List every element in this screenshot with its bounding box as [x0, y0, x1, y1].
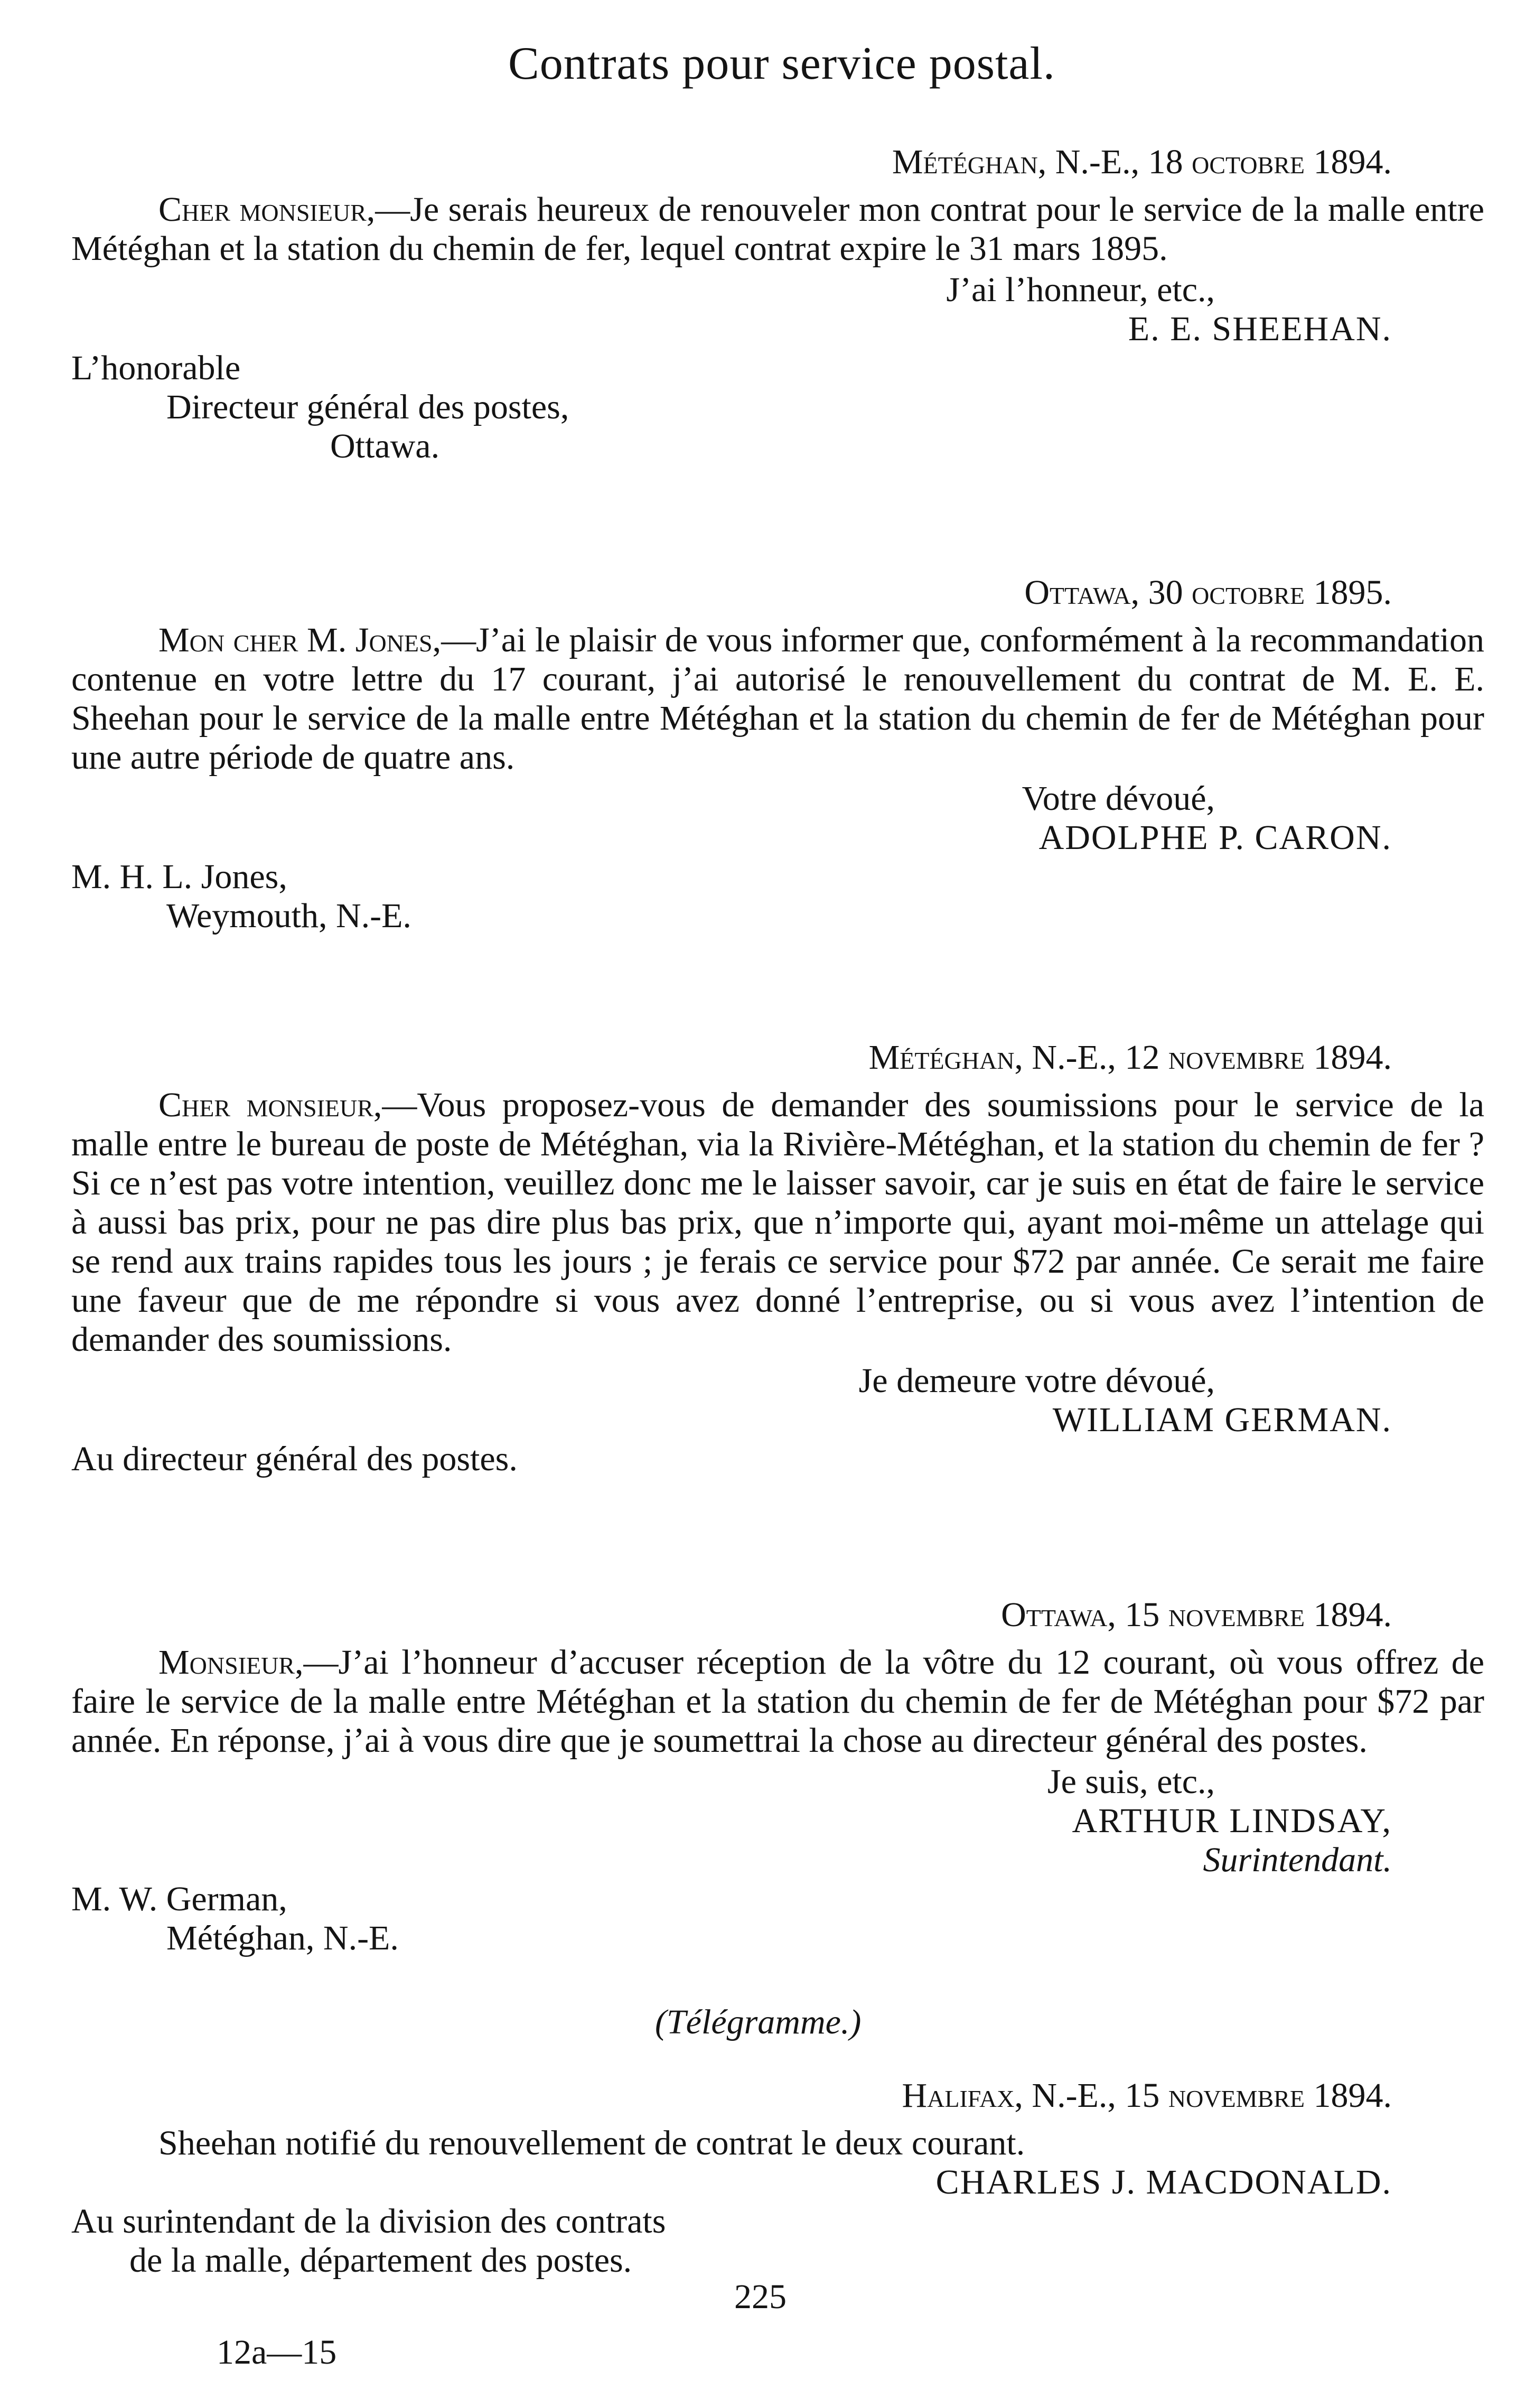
closing: Je suis, etc., — [1047, 1762, 1215, 1801]
address-line: L’honorable — [71, 349, 241, 387]
address-line: M. H. L. Jones, — [71, 857, 287, 896]
letter-1 — [71, 143, 1484, 466]
body-text: —J’ai l’honneur d’accuser réception de la vôtre du 12 courant, où vous offrez de faire le service de la malle entre Météghan et la station du chemin de fer de Météghan pour $72 par année. En réponse, j’ai à vous dire que je soumettrai la chose au directeur général des postes. — [71, 1643, 1484, 1760]
body-text: Sheehan notifié du renouvellement de contrat le deux courant. — [158, 2124, 1025, 2162]
address-line: Au surintendant de la division des contrats — [71, 2202, 666, 2241]
dateline: Météghan, N.-E., 18 octobre 1894. — [892, 143, 1392, 181]
dateline: Ottawa, 15 novembre 1894. — [1001, 1595, 1392, 1634]
body-text: —Vous proposez-vous de demander des soumissions pour le service de la malle entre le bureau de poste de Météghan, via la Rivière-Météghan, et la station du chemin de fer ? Si ce n’est pas votre intention, veuillez donc me le laisser savoir, car je suis en état de faire le service à aussi bas prix, pour ne pas dire plus bas prix, que n’importe qui, ayant moi-même un attelage qui se rend aux trains rapides tous les jours ; je ferais ce service pour $72 par année. Ce serait me faire une faveur que de me répondre si vous avez donné l’entreprise, ou si vous avez l’intention de demander des soumissions. — [71, 1086, 1485, 1359]
body-text: —Je serais heureux de renouveler mon contrat pour le service de la malle entre Météghan et la station du chemin de fer, lequel contrat expire le 31 mars 1895. — [71, 190, 1484, 268]
address-line: M. W. German, — [71, 1880, 287, 1918]
address-line: Météghan, N.-E. — [166, 1919, 399, 1957]
body-text: —J’ai le plaisir de vous informer que, conformément à la recommandation contenue en votre lettre du 17 courant, j’ai autorisé le renouvellement du contrat de M. E. E. Sheehan pour le service de la malle entre Météghan et la station du chemin de fer de Météghan pour une autre période de quatre ans. — [71, 621, 1484, 777]
dateline: Météghan, N.-E., 12 novembre 1894. — [868, 1038, 1392, 1077]
letter-4 — [71, 1595, 1484, 1958]
page-title: Contrats pour service postal. — [508, 38, 1055, 89]
signature-title: Surintendant. — [1203, 1841, 1392, 1879]
signature: ARTHUR LINDSAY, — [1072, 1802, 1392, 1840]
letter-body — [71, 1086, 1484, 1359]
salutation: Mon cher M. Jones, — [158, 621, 442, 659]
letter-body — [71, 2124, 1484, 2163]
closing: Je demeure votre dévoué, — [858, 1361, 1215, 1400]
address-line: de la malle, département des postes. — [129, 2241, 632, 2280]
address-line: Directeur général des postes, — [166, 388, 569, 426]
page-number: 225 — [734, 2278, 787, 2316]
letter-2 — [71, 573, 1484, 936]
letter-body — [71, 190, 1484, 268]
signature: E. E. SHEEHAN. — [1128, 310, 1392, 348]
signature: CHARLES J. MACDONALD. — [935, 2163, 1392, 2201]
address-line: Ottawa. — [330, 427, 440, 465]
letter-body — [71, 1643, 1484, 1760]
closing: Votre dévoué, — [1022, 779, 1215, 818]
salutation: Monsieur, — [158, 1643, 304, 1682]
letter-body — [71, 621, 1484, 777]
signature-mark: 12a—15 — [217, 2333, 337, 2372]
letter-5 — [71, 2076, 1484, 2280]
telegram-note: (Télégramme.) — [655, 2003, 862, 2041]
address-line: Weymouth, N.-E. — [166, 897, 411, 935]
signature: WILLIAM GERMAN. — [1052, 1401, 1392, 1439]
dateline: Ottawa, 30 octobre 1895. — [1024, 573, 1392, 612]
salutation: Cher monsieur, — [158, 1086, 382, 1124]
address-line: Au directeur général des postes. — [71, 1440, 518, 1478]
letter-3 — [71, 1038, 1484, 1479]
salutation: Cher monsieur, — [158, 190, 376, 229]
signature: ADOLPHE P. CARON. — [1038, 818, 1392, 857]
closing: J’ai l’honneur, etc., — [946, 270, 1215, 309]
dateline: Halifax, N.-E., 15 novembre 1894. — [902, 2076, 1392, 2115]
